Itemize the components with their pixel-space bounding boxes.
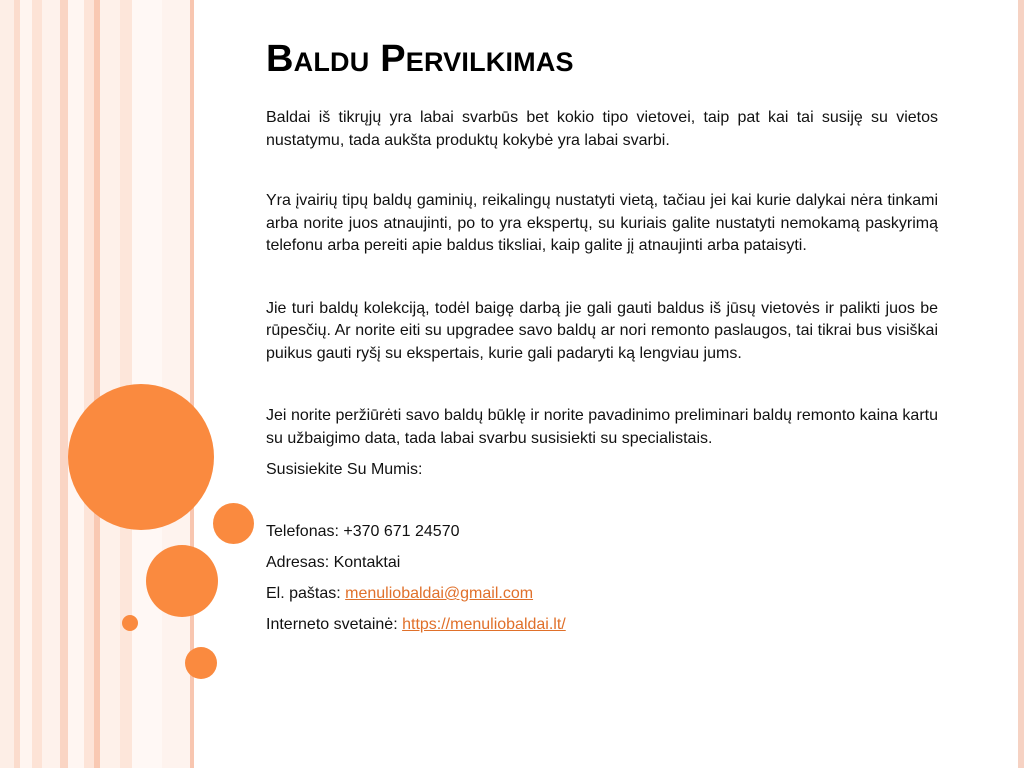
website-label: Interneto svetainė: <box>266 616 403 633</box>
small-orange-circle-bottom <box>185 647 217 679</box>
email-link[interactable]: menuliobaldai@gmail.com <box>345 585 534 602</box>
tiny-orange-circle <box>122 615 138 631</box>
contact-phone: Telefonas: +370 671 24570 <box>266 523 460 540</box>
website-link[interactable]: https://menuliobaldai.lt/ <box>402 616 566 633</box>
right-edge-stripe <box>1018 0 1024 768</box>
contact-address: Adresas: Kontaktai <box>266 554 401 571</box>
paragraph-1: Baldai iš tikrųjų yra labai svarbūs bet kokio tipo vietovei, taip pat kai tai susiję su vietos nustatymu, tada aukšta produktų kokybė yra labai svarbi. <box>266 109 938 149</box>
small-orange-circle <box>213 503 254 544</box>
paragraph-3: Jie turi baldų kolekciją, todėl baigę darbą jie gali gauti baldus iš jūsų vietovės ir palikti juos be rūpesčių. Ar norite eiti su upgradee savo baldų ar nori remonto paslaugos, tai tikrai bus visiškai puikus gauti ryšį su ekspertais, kurie gali padaryti ką lengviau jums. <box>266 299 938 362</box>
slide-content <box>266 38 938 636</box>
email-label: El. paštas: <box>266 585 346 602</box>
slide-title: Baldu Pervilkimas <box>266 38 574 80</box>
contact-email-row <box>266 583 938 605</box>
contacts-heading: Susisiekite Su Mumis: <box>266 461 423 478</box>
paragraph-4: Jei norite peržiūrėti savo baldų būklę ir norite pavadinimo preliminari baldų remonto kaina kartu su užbaigimo data, tada labai svarbu susisiekti su specialistais. <box>266 407 938 447</box>
paragraph-2: Yra įvairių tipų baldų gaminių, reikalingų nustatyti vietą, tačiau jei kai kurie dalykai nėra tinkami arba norite juos atnaujinti, po to yra ekspertų, su kuriais galite nustatyti nemokamą paskyrimą telefonu arba pereiti apie baldus tiksliai, kaip galite jį atnaujinti arba pataisyti. <box>266 192 938 254</box>
decorative-stripes <box>0 0 200 768</box>
contact-website-row <box>266 614 938 636</box>
large-orange-circle <box>68 384 214 530</box>
medium-orange-circle <box>146 545 218 617</box>
